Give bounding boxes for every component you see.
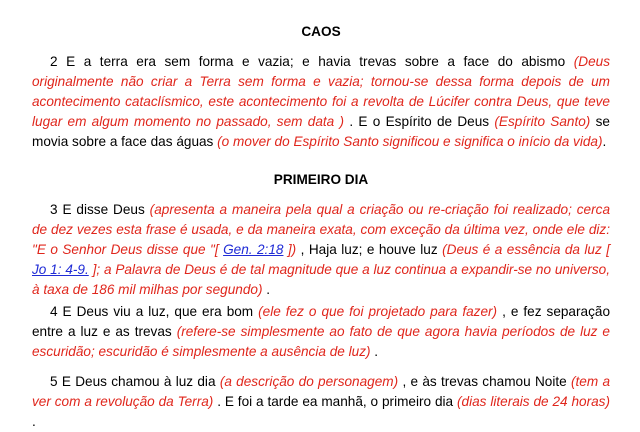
- commentary-note: ]; a Palavra de Deus é de tal magnitude que a luz continua a expandir-se no universo, à taxa de 186 mil milhas por segundo): [32, 262, 611, 297]
- paragraph-verse-4: [32, 302, 610, 362]
- commentary-note: (a descrição do personagem): [219, 374, 399, 389]
- commentary-note: (refere-se simplesmente ao fato de que agora havia períodos de luz e escuridão; escuridão é simplesmente a ausência de luz): [32, 324, 610, 359]
- commentary-note: (Espírito Santo): [494, 114, 591, 129]
- heading-primeiro-dia: PRIMEIRO DIA: [273, 172, 369, 187]
- commentary-note: (apresenta a maneira pela qual a criação ou re-criação foi realizado; cerca de dez vezes esta frase é usada, e da maneira exata, com exceção da última vez, onde ele diz: "E o Senhor Deus disse que "[: [32, 202, 611, 257]
- paragraph-verse-5: [32, 372, 610, 432]
- verse-text: 4 E Deus viu a luz, que era bom: [50, 304, 259, 319]
- commentary-note: (dias literais de 24 horas): [456, 394, 611, 409]
- verse-text: . E o Espírito de Deus: [344, 114, 495, 129]
- verse-text: se movia sobre a face das águas: [32, 114, 610, 149]
- heading-caos: CAOS: [301, 24, 341, 39]
- verse-text: . E foi a tarde ea manhã, o primeiro dia: [213, 394, 457, 409]
- verse-text: .: [370, 344, 379, 359]
- verse-text: 2 E a terra era sem forma e vazia; e havia trevas sobre a face do abismo: [50, 54, 574, 69]
- commentary-note: (Deus é a essência da luz [: [442, 242, 610, 257]
- commentary-note: ]): [283, 242, 297, 257]
- reference-link-gen-2-18[interactable]: Gen. 2:18: [223, 242, 284, 257]
- paragraph-verse-3: [32, 200, 610, 300]
- commentary-note: (o mover do Espírito Santo significou e significa o início da vida): [217, 134, 603, 149]
- commentary-note: (ele fez o que foi projetado para fazer): [258, 304, 498, 319]
- verse-text: , e às trevas chamou Noite: [398, 374, 571, 389]
- verse-text: , Haja luz; e houve luz: [296, 242, 443, 257]
- reference-link-jo-1-4-9[interactable]: Jo 1: 4-9.: [32, 262, 89, 277]
- verse-text: , e fez separação entre a luz e as trevas: [32, 304, 611, 339]
- commentary-note: (Deus originalmente não criar a Terra sem forma e vazia; tornou-se dessa forma depois de um acontecimento cataclísmico, este acontecimento foi a revolta de Lúcifer contra Deus, que teve lugar em algum momento no passado, sem data ): [32, 54, 610, 129]
- verse-text: 3 E disse Deus: [50, 202, 150, 217]
- verse-text: .: [262, 282, 271, 297]
- verse-text: 5 E Deus chamou à luz dia: [50, 374, 220, 389]
- verse-text: .: [32, 414, 36, 429]
- commentary-note: (tem a ver com a revolução da Terra): [32, 374, 611, 409]
- paragraph-verse-2: [32, 52, 610, 152]
- verse-text: .: [602, 134, 607, 149]
